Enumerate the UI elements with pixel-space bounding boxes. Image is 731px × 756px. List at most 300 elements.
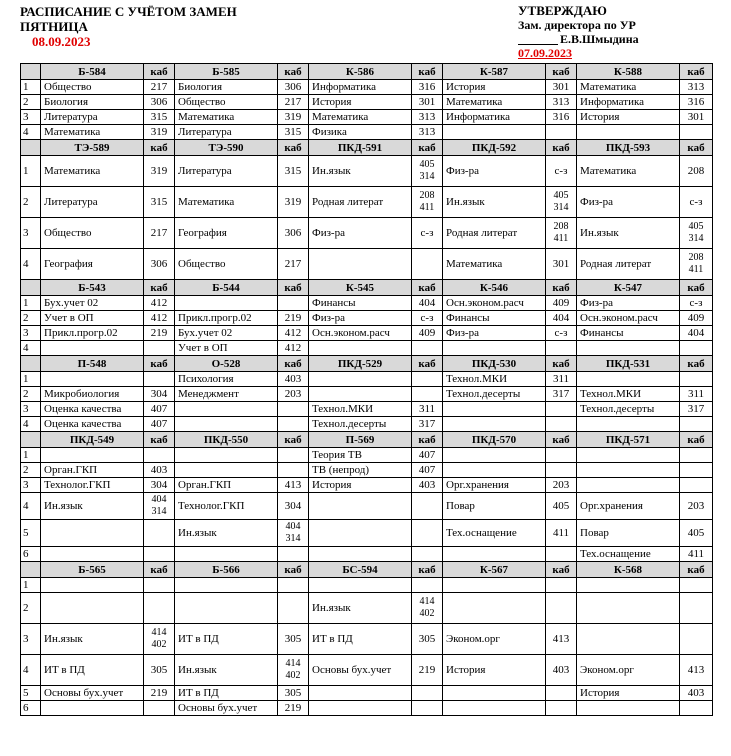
signature-line [518,44,558,45]
room-cell: 413 [680,655,713,686]
room-cell: 316 [412,80,443,95]
lesson-row [21,686,713,701]
lesson-row [21,547,713,562]
room-cell [278,417,309,432]
subject-cell: Психология [175,372,278,387]
subject-cell: Прикл.прогр.02 [41,326,144,341]
subject-cell: Информатика [309,80,412,95]
room-cell: 413 [546,624,577,655]
room-cell: 305 [278,686,309,701]
subject-cell: Физ-ра [443,326,546,341]
approver-name: Е.В.Шмыдина [560,32,639,46]
room-cell: 315 [144,187,175,218]
room-cell: 403 [546,655,577,686]
subject-cell: Общество [41,80,144,95]
subject-cell: Орган.ГКП [41,463,144,478]
lesson-row [21,372,713,387]
lesson-row [21,95,713,110]
room-cell: 315 [278,156,309,187]
document-title: РАСПИСАНИЕ С УЧЁТОМ ЗАМЕН [20,4,237,19]
group-name: Б-543 [41,280,144,296]
subject-cell [175,402,278,417]
lesson-number: 3 [21,478,41,493]
subject-cell: Технолог.ГКП [175,493,278,520]
subject-cell [577,372,680,387]
room-cell: 313 [546,95,577,110]
room-column-label: каб [278,140,309,156]
subject-cell: Ин.язык [175,520,278,547]
header-corner-cell [21,432,41,448]
lesson-number: 4 [21,341,41,356]
subject-cell [41,341,144,356]
subject-cell: Ин.язык [309,156,412,187]
room-cell [680,463,713,478]
subject-cell: Технол.десерты [443,387,546,402]
room-cell [680,417,713,432]
subject-cell [443,701,546,716]
room-cell [546,547,577,562]
subject-cell: ИТ в ПД [309,624,412,655]
group-header-row [21,280,713,296]
room-cell [278,578,309,593]
group-name: Б-565 [41,562,144,578]
subject-cell: Финансы [577,326,680,341]
room-column-label: каб [546,140,577,156]
room-number: 411 [688,264,704,275]
subject-cell: История [443,655,546,686]
lesson-row [21,387,713,402]
room-cell: 304 [144,478,175,493]
subject-cell [443,448,546,463]
subject-cell: Технол.десерты [577,402,680,417]
lesson-row [21,80,713,95]
subject-cell [175,296,278,311]
subject-cell: Технол.МКИ [309,402,412,417]
room-cell: 217 [144,218,175,249]
subject-cell: Осн.эконом.расч [309,326,412,341]
room-cell: 306 [144,249,175,280]
subject-cell: Осн.эконом.расч [443,296,546,311]
room-number: 314 [553,202,569,213]
subject-cell: Математика [41,125,144,140]
group-name: К-567 [443,562,546,578]
room-cell [412,578,443,593]
lesson-number: 5 [21,686,41,701]
room-column-label: каб [144,64,175,80]
room-cell [412,701,443,716]
room-cell [546,593,577,624]
lesson-row [21,624,713,655]
subject-cell [443,547,546,562]
subject-cell: Основы бух.учет [309,655,412,686]
room-column-label: каб [144,562,175,578]
room-column-label: каб [278,432,309,448]
subject-cell [443,686,546,701]
subject-cell [309,520,412,547]
subject-cell: Физ-ра [577,296,680,311]
lesson-number: 4 [21,417,41,432]
room-cell: 306 [278,80,309,95]
subject-cell: Основы бух.учет [175,701,278,716]
group-name: К-588 [577,64,680,80]
room-column-label: каб [680,280,713,296]
subject-cell: Ин.язык [309,593,412,624]
room-cell: с-з [546,156,577,187]
room-number: 405 [688,221,704,232]
room-cell: 411 [680,547,713,562]
lesson-number: 3 [21,326,41,341]
lesson-number: 4 [21,249,41,280]
room-cell: 315 [144,110,175,125]
lesson-number: 1 [21,372,41,387]
room-cell [680,341,713,356]
room-cell [680,249,713,280]
room-number: 411 [419,202,435,213]
room-number: 314 [151,506,167,517]
subject-cell: Математика [443,249,546,280]
group-name: ПКД-570 [443,432,546,448]
room-column-label: каб [144,280,175,296]
subject-cell [577,463,680,478]
group-name: К-545 [309,280,412,296]
lesson-row [21,493,713,520]
subject-cell: Физика [309,125,412,140]
subject-cell [577,593,680,624]
subject-cell: Родная литерат [309,187,412,218]
room-column-label: каб [412,356,443,372]
room-cell [412,686,443,701]
room-cell: 317 [546,387,577,402]
room-number: 414 [419,596,435,607]
room-number: 411 [553,233,569,244]
subject-cell: Орг.хранения [443,478,546,493]
room-cell: 319 [144,156,175,187]
subject-cell: Основы бух.учет [41,686,144,701]
room-cell [144,593,175,624]
subject-cell: Литература [175,156,278,187]
room-cell: 403 [278,372,309,387]
room-cell [680,372,713,387]
room-cell: 403 [680,686,713,701]
room-cell: 412 [278,341,309,356]
lesson-number: 2 [21,463,41,478]
room-column-label: каб [680,562,713,578]
room-cell: 317 [412,417,443,432]
room-cell [680,578,713,593]
room-cell: 407 [144,417,175,432]
room-cell: 403 [412,478,443,493]
room-cell: 208 [680,156,713,187]
room-column-label: каб [412,562,443,578]
lesson-number: 6 [21,547,41,562]
room-cell [412,493,443,520]
lesson-number: 1 [21,80,41,95]
room-cell [412,387,443,402]
group-name: Б-544 [175,280,278,296]
subject-cell: Технол.десерты [309,417,412,432]
lesson-number: 3 [21,402,41,417]
room-cell: 301 [546,249,577,280]
subject-cell [309,387,412,402]
room-cell [412,156,443,187]
room-cell: 313 [412,125,443,140]
room-cell: 316 [680,95,713,110]
room-column-label: каб [278,562,309,578]
subject-cell [443,593,546,624]
subject-cell: Ин.язык [41,624,144,655]
group-header-row [21,562,713,578]
subject-cell [175,547,278,562]
room-cell: 305 [144,655,175,686]
group-header-row [21,64,713,80]
subject-cell: Орган.ГКП [175,478,278,493]
lesson-row [21,249,713,280]
subject-cell [309,701,412,716]
lesson-number: 2 [21,593,41,624]
subject-cell: Биология [41,95,144,110]
room-column-label: каб [546,356,577,372]
subject-cell [443,341,546,356]
room-column-label: каб [412,140,443,156]
subject-cell [577,448,680,463]
room-cell [278,520,309,547]
room-cell [412,341,443,356]
room-cell: с-з [680,296,713,311]
lesson-number: 2 [21,95,41,110]
room-cell [278,296,309,311]
subject-cell: Математика [175,110,278,125]
subject-cell [41,547,144,562]
subject-cell: Бух.учет 02 [175,326,278,341]
subject-cell: Ин.язык [175,655,278,686]
subject-cell: Повар [577,520,680,547]
approval-date: 07.09.2023 [518,46,572,60]
room-cell [680,218,713,249]
room-column-label: каб [546,280,577,296]
room-cell [144,493,175,520]
subject-cell [41,520,144,547]
room-cell [680,448,713,463]
room-column-label: каб [412,280,443,296]
room-column-label: каб [144,432,175,448]
subject-cell: Математика [443,95,546,110]
group-name: ПКД-549 [41,432,144,448]
room-cell: 217 [278,249,309,280]
room-number: 414 [285,658,301,669]
subject-cell [175,417,278,432]
subject-cell [309,341,412,356]
room-cell: 404 [412,296,443,311]
subject-cell: Математика [175,187,278,218]
lesson-row [21,520,713,547]
lesson-row [21,478,713,493]
subject-cell [41,448,144,463]
room-cell [546,686,577,701]
room-cell [144,624,175,655]
subject-cell: Информатика [443,110,546,125]
approval-title: УТВЕРЖДАЮ [518,3,607,18]
room-column-label: каб [278,356,309,372]
room-cell: 412 [278,326,309,341]
room-cell [412,547,443,562]
room-cell [546,578,577,593]
subject-cell: Финансы [309,296,412,311]
room-number: 402 [151,639,167,650]
room-cell [278,463,309,478]
subject-cell [41,593,144,624]
room-cell: 219 [412,655,443,686]
lesson-row [21,296,713,311]
group-name: П-569 [309,432,412,448]
room-cell: 304 [144,387,175,402]
subject-cell [443,463,546,478]
lesson-number: 2 [21,187,41,218]
room-cell [278,593,309,624]
approver-position: Зам. директора по УР [518,18,636,32]
group-name: ПКД-550 [175,432,278,448]
room-cell: 316 [546,110,577,125]
subject-cell: Орг.хранения [577,493,680,520]
lesson-number: 3 [21,218,41,249]
room-column-label: каб [412,432,443,448]
lesson-row [21,326,713,341]
lesson-number: 1 [21,296,41,311]
room-cell: 407 [144,402,175,417]
room-column-label: каб [412,64,443,80]
lesson-number: 4 [21,125,41,140]
subject-cell: Тех.оснащение [577,547,680,562]
header-corner-cell [21,64,41,80]
subject-cell: История [309,478,412,493]
subject-cell: Учет в ОП [41,311,144,326]
room-cell: 405 [680,520,713,547]
group-header-row [21,356,713,372]
room-cell: 311 [546,372,577,387]
lesson-row [21,110,713,125]
subject-cell: Эконом.орг [443,624,546,655]
subject-cell: Осн.эконом.расч [577,311,680,326]
subject-cell: Литература [41,187,144,218]
room-cell: 306 [278,218,309,249]
subject-cell: Микробиология [41,387,144,402]
group-name: ПКД-531 [577,356,680,372]
subject-cell: Финансы [443,311,546,326]
room-cell [680,125,713,140]
subject-cell: Ин.язык [577,218,680,249]
room-column-label: каб [680,140,713,156]
room-number: 405 [419,159,435,170]
room-column-label: каб [278,280,309,296]
subject-cell: ИТ в ПД [41,655,144,686]
room-column-label: каб [278,64,309,80]
room-cell: с-з [680,187,713,218]
group-name: БС-594 [309,562,412,578]
group-name: ПКД-530 [443,356,546,372]
room-cell [546,701,577,716]
lesson-number: 5 [21,520,41,547]
approval-block [518,4,639,60]
room-cell: 407 [412,448,443,463]
group-name: ПКД-591 [309,140,412,156]
room-number: 208 [688,252,704,263]
subject-cell: Теория ТВ [309,448,412,463]
lesson-row [21,311,713,326]
subject-cell [309,547,412,562]
room-cell: 311 [412,402,443,417]
room-cell [546,463,577,478]
lesson-row [21,402,713,417]
lesson-number: 3 [21,624,41,655]
subject-cell: Оценка качества [41,402,144,417]
room-cell [680,593,713,624]
room-cell [144,372,175,387]
room-cell: 317 [680,402,713,417]
room-cell [144,520,175,547]
room-cell: 203 [546,478,577,493]
subject-cell: Физ-ра [309,311,412,326]
subject-cell [577,624,680,655]
subject-cell: Общество [175,95,278,110]
room-cell: 203 [278,387,309,402]
subject-cell [175,578,278,593]
lesson-number: 2 [21,387,41,402]
lesson-number: 4 [21,655,41,686]
subject-cell: Повар [443,493,546,520]
subject-cell [309,686,412,701]
room-cell: 409 [680,311,713,326]
room-number: 402 [285,670,301,681]
room-cell: 219 [278,701,309,716]
lesson-number: 3 [21,110,41,125]
lesson-number: 2 [21,311,41,326]
room-cell [278,402,309,417]
subject-cell: Оценка качества [41,417,144,432]
lesson-row [21,341,713,356]
subject-cell: Тех.оснащение [443,520,546,547]
subject-cell: Математика [41,156,144,187]
header-corner-cell [21,140,41,156]
subject-cell: Учет в ОП [175,341,278,356]
group-name: П-548 [41,356,144,372]
room-cell: 219 [278,311,309,326]
subject-cell: ИТ в ПД [175,624,278,655]
subject-cell [577,125,680,140]
room-cell [278,547,309,562]
subject-cell: Математика [577,156,680,187]
subject-cell: Бух.учет 02 [41,296,144,311]
room-cell: 301 [546,80,577,95]
subject-cell [175,448,278,463]
document-header [20,4,237,49]
room-number: 314 [419,171,435,182]
subject-cell: История [443,80,546,95]
room-number: 314 [688,233,704,244]
subject-cell: ИТ в ПД [175,686,278,701]
subject-cell: Менеджмент [175,387,278,402]
room-cell: 407 [412,463,443,478]
room-column-label: каб [546,64,577,80]
subject-cell: География [41,249,144,280]
group-name: К-568 [577,562,680,578]
room-cell: 404 [546,311,577,326]
subject-cell [577,701,680,716]
room-cell: 411 [546,520,577,547]
lesson-number: 1 [21,156,41,187]
header-corner-cell [21,356,41,372]
subject-cell: Ин.язык [443,187,546,218]
subject-cell [309,249,412,280]
room-cell [546,218,577,249]
